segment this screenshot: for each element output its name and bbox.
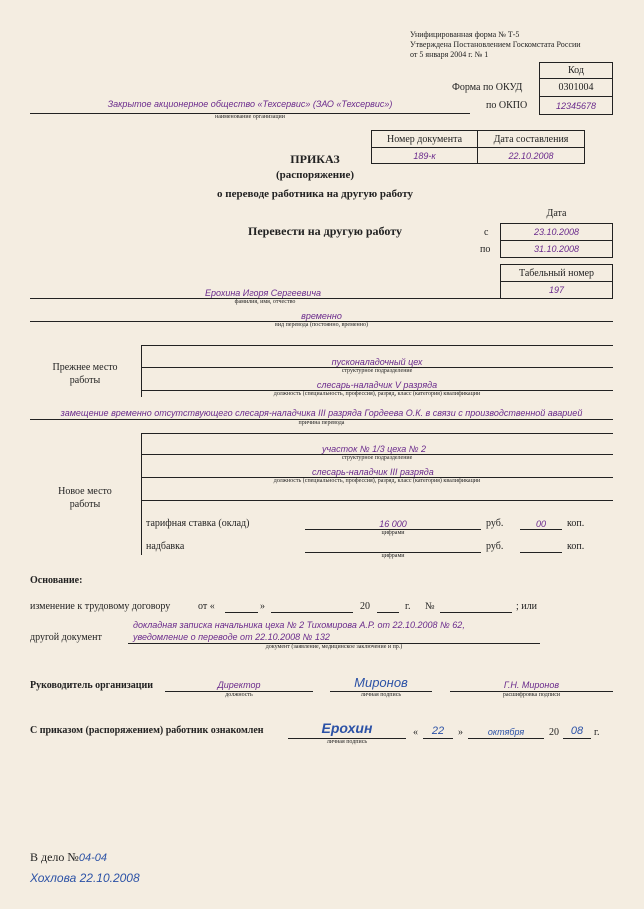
archive-label: В дело № bbox=[30, 850, 79, 864]
code-header-cell: Код bbox=[539, 62, 613, 79]
order-description: о переводе работника на другую работу bbox=[217, 188, 413, 200]
bonus-kop: коп. bbox=[567, 541, 585, 552]
bonus-digits-caption: цифрами bbox=[381, 553, 405, 559]
ack-close-quote: » bbox=[458, 727, 463, 738]
rate-kop-value: 00 bbox=[535, 519, 546, 529]
head-decoding-caption: расшифровка подписи bbox=[502, 692, 561, 698]
prev-department: пусконаладочный цех bbox=[331, 357, 423, 367]
archive-number: 04-04 bbox=[78, 852, 108, 864]
ack-year: 08 bbox=[570, 725, 584, 737]
ack-day: 22 bbox=[431, 725, 445, 737]
form-header-line2: Утверждена Постановлением Госкомстата России bbox=[410, 40, 581, 49]
employee-name-caption: фамилия, имя, отчество bbox=[234, 299, 296, 305]
transfer-heading: Перевести на другую работу bbox=[248, 224, 402, 238]
other-doc-label: другой документ bbox=[30, 632, 102, 643]
order-subtitle: (распоряжение) bbox=[275, 169, 354, 181]
order-title: ПРИКАЗ bbox=[290, 152, 340, 166]
prev-position: слесарь-наладчик V разряда bbox=[316, 380, 438, 390]
archive-line bbox=[30, 850, 107, 865]
basis-heading: Основание: bbox=[30, 575, 83, 586]
other-doc-caption: документ (заявление, медицинское заключение и пр.) bbox=[265, 644, 403, 650]
doc-number-header: Номер документа bbox=[371, 130, 478, 148]
ack-year-suffix: г. bbox=[594, 727, 600, 738]
new-department-caption: структурное подразделение bbox=[341, 455, 413, 461]
rate-value: 16 000 bbox=[379, 519, 407, 529]
new-place-label-line2: работы bbox=[69, 499, 101, 510]
okud-value: 0301004 bbox=[539, 78, 613, 97]
rate-digits-caption: цифрами bbox=[381, 530, 405, 536]
new-position: слесарь-наладчик III разряда bbox=[312, 467, 434, 477]
contract-close-quote: » bbox=[260, 601, 265, 612]
bonus-label: надбавка bbox=[146, 541, 185, 552]
okpo-label: по ОКПО bbox=[486, 100, 528, 111]
archive-note: Хохлова 22.10.2008 bbox=[30, 871, 140, 885]
okud-label: Форма по ОКУД bbox=[452, 82, 523, 93]
contract-num-sign: № bbox=[425, 601, 435, 612]
ack-month: октября bbox=[487, 727, 525, 737]
tab-number-header: Табельный номер bbox=[500, 264, 613, 282]
form-header-line3: от 5 января 2004 г. № 1 bbox=[410, 50, 489, 59]
from-label: с bbox=[484, 227, 489, 238]
rate-rub: руб. bbox=[486, 518, 504, 529]
contract-year-prefix: 20 bbox=[360, 601, 370, 612]
to-date-value: 31.10.2008 bbox=[500, 240, 613, 258]
employee-name: Ерохина Игоря Сергеевича bbox=[205, 288, 321, 298]
head-signature-caption: личная подпись bbox=[360, 692, 402, 698]
transfer-type: временно bbox=[301, 311, 342, 321]
from-date-value: 23.10.2008 bbox=[500, 223, 613, 241]
doc-number-value: 189-к bbox=[371, 147, 478, 164]
ack-year-prefix: 20 bbox=[549, 727, 559, 738]
employee-signature-caption: личная подпись bbox=[326, 739, 368, 745]
prev-place-label-line1: Прежнее место bbox=[52, 362, 118, 373]
head-signature: Миронов bbox=[354, 675, 408, 690]
employee-signature: Ерохин bbox=[321, 720, 373, 736]
prev-place-label-line2: работы bbox=[69, 375, 101, 386]
to-label: по bbox=[480, 244, 491, 255]
head-decoding: Г.Н. Миронов bbox=[503, 680, 560, 690]
transfer-reason: замещение временно отсутствующего слесаря-наладчика III разряда Гордеева О.К. в связи с производственной аварией bbox=[60, 408, 583, 418]
ack-open-quote: « bbox=[413, 727, 418, 738]
prev-position-caption: должность (специальность, профессия), разряд, класс (категория) квалификации bbox=[273, 391, 481, 397]
transfer-reason-caption: причина перевода bbox=[298, 420, 345, 426]
date-label: Дата bbox=[546, 208, 567, 219]
other-doc-line1: докладная записка начальника цеха № 2 Тихомирова А.Р. от 22.10.2008 № 62, bbox=[133, 620, 465, 630]
bonus-rub: руб. bbox=[486, 541, 504, 552]
new-department: участок № 1/3 цеха № 2 bbox=[322, 444, 426, 454]
contract-label: изменение к трудовому договору bbox=[30, 601, 171, 612]
organization-caption: наименование организации bbox=[215, 114, 285, 120]
rate-label: тарифная ставка (оклад) bbox=[146, 518, 250, 529]
prev-department-caption: структурное подразделение bbox=[341, 368, 413, 374]
new-place-label bbox=[40, 485, 130, 511]
head-position: Директор bbox=[217, 680, 261, 690]
new-position-caption: должность (специальность, профессия), разряд, класс (категория) квалификации bbox=[273, 478, 481, 484]
rate-kop: коп. bbox=[567, 518, 585, 529]
doc-date-header: Дата составления bbox=[477, 130, 585, 148]
organization-name: Закрытое акционерное общество «Техсервис» (ЗАО «Техсервис») bbox=[107, 99, 393, 109]
contract-year-suffix: г. bbox=[405, 601, 411, 612]
head-label: Руководитель организации bbox=[30, 680, 154, 691]
form-header-line1: Унифицированная форма № Т-5 bbox=[410, 30, 520, 39]
prev-place-label bbox=[40, 361, 130, 387]
contract-or: ; или bbox=[516, 601, 537, 612]
contract-from: от « bbox=[198, 601, 215, 612]
new-place-label-line1: Новое место bbox=[58, 486, 112, 497]
doc-date-value: 22.10.2008 bbox=[477, 147, 585, 164]
form-header bbox=[410, 30, 581, 60]
other-doc-line2: уведомление о переводе от 22.10.2008 № 132 bbox=[133, 632, 330, 642]
acquainted-label: С приказом (распоряжением) работник ознакомлен bbox=[30, 725, 264, 736]
tab-number-value: 197 bbox=[500, 281, 613, 299]
transfer-type-caption: вид перевода (постоянно, временно) bbox=[275, 322, 368, 328]
okpo-value: 12345678 bbox=[539, 96, 613, 115]
head-position-caption: должность bbox=[225, 692, 253, 698]
